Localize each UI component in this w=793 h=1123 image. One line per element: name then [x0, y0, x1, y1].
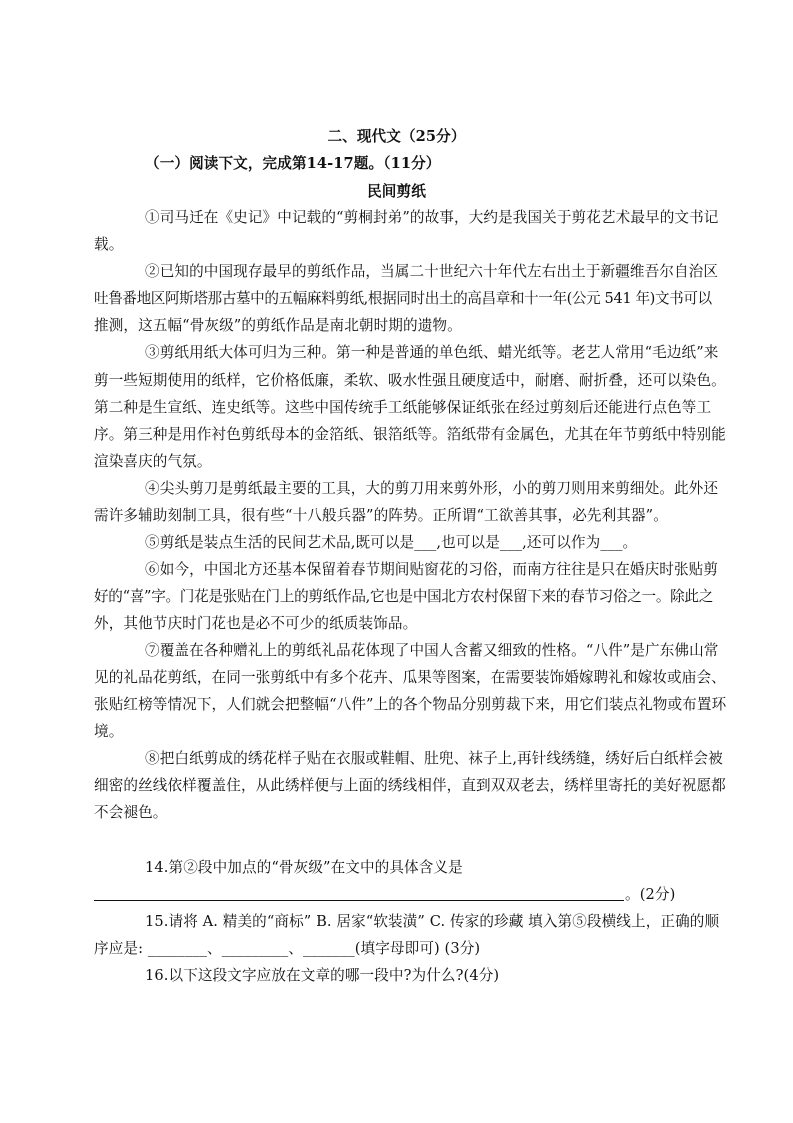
question-15-line-2: 序应是: ________、_________、_______(填字母即可) (3分): [94, 940, 481, 957]
paragraph-7-line-2: 见的礼品花剪纸，在同一张剪纸中有多个花卉、瓜果等图案，在需要装饰婚嫁聘礼和嫁妆或庙会、: [94, 669, 726, 686]
paragraph-6-line-1: ⑥如今，中国北方还基本保留着春节期间贴窗花的习俗，而南方往往是只在婚庆时张贴剪: [145, 561, 719, 578]
paragraph-6-line-2: 好的“喜”字。门花是张贴在门上的剪纸作品,它也是中国北方农村保留下来的春节习俗之一。除此之: [94, 588, 714, 605]
paragraph-6-line-3: 外，其他节庆时门花也是必不可少的纸质装饰品。: [94, 615, 418, 632]
reading-instruction: （一）阅读下文，完成第14-17题。（11分）: [145, 155, 441, 172]
paragraph-3-line-5: 渲染喜庆的气氛。: [94, 453, 212, 470]
question-15-line-1: 15.请将 A. 精美的“商标” B. 居家“软装潢” C. 传家的珍藏 填入第⑤段横线上，正确的顺: [145, 913, 720, 930]
question-14-answer-line[interactable]: [94, 900, 624, 901]
question-14-score: 。(2分): [625, 886, 676, 903]
question-14: 14.第②段中加点的“骨灰级”在文中的具体含义是: [145, 859, 463, 876]
paragraph-4-line-2: 需许多辅助刻制工具，很有些“十八般兵器”的阵势。正所谓“工欲善其事，必先利其器”。: [94, 507, 668, 524]
section-heading: 二、现代文（25分）: [327, 128, 466, 145]
paragraph-7-line-3: 张贴红榜等情况下，人们就会把整幅“八件”上的各个物品分别剪裁下来，用它们装点礼物或布置环: [94, 696, 727, 713]
paragraph-3-line-3: 第二种是生宣纸、连史纸等。这些中国传统手工纸能够保证纸张在经过剪刻后还能进行点色等工: [94, 399, 712, 416]
paragraph-8-line-2: 细密的丝线依样覆盖住，从此绣样便与上面的绣线相伴，直到双双老去，绣样里寄托的美好祝愿都: [94, 777, 726, 794]
article-title: 民间剪纸: [367, 183, 426, 200]
paragraph-1-line-2: 载。: [94, 236, 124, 253]
paragraph-4-line-1: ④尖头剪刀是剪纸最主要的工具，大的剪刀用来剪外形，小的剪刀则用来剪细处。此外还: [145, 480, 719, 497]
paragraph-7-line-1: ⑦覆盖在各种赠礼上的剪纸礼品花体现了中国人含蓄又细致的性格。“八件”是广东佛山常: [145, 642, 719, 659]
paragraph-3-line-2: 剪一些短期使用的纸样，它价格低廉，柔软、吸水性强且硬度适中，耐磨、耐折叠，还可以染色。: [94, 372, 726, 389]
paragraph-7-line-4: 境。: [94, 723, 124, 740]
paragraph-2-line-2: 吐鲁番地区阿斯塔那古墓中的五幅麻料剪纸,根据同时出土的高昌章和十一年(公元 541 年)文书可以: [94, 290, 712, 307]
paragraph-3-line-1: ③剪纸用纸大体可归为三种。第一种是普通的单色纸、蜡光纸等。老艺人常用“毛边纸”来: [145, 344, 719, 361]
paragraph-2-line-1: ②已知的中国现存最早的剪纸作品，当属二十世纪六十年代左右出土于新疆维吾尔自治区: [145, 263, 719, 280]
paragraph-1-line-1: ①司马迁在《史记》中记载的“剪桐封弟”的故事，大约是我国关于剪花艺术最早的文书记: [145, 209, 719, 226]
question-16: 16.以下这段文字应放在文章的哪一段中?为什么?(4分): [145, 967, 500, 984]
paragraph-8-line-3: 不会褪色。: [94, 804, 168, 821]
paragraph-8-line-1: ⑧把白纸剪成的绣花样子贴在衣服或鞋帽、肚兜、袜子上,再针线绣缝，绣好后白纸样会被: [145, 750, 723, 767]
paragraph-5: ⑤剪纸是装点生活的民间艺术品,既可以是___,也可以是___,还可以作为___。: [145, 534, 638, 551]
paragraph-3-line-4: 序。第三种是用作衬色剪纸母本的金箔纸、银箔纸等。箔纸带有金属色，尤其在年节剪纸中特别能: [94, 426, 726, 443]
paragraph-2-line-3: 推测，这五幅“骨灰级”的剪纸作品是南北朝时期的遗物。: [94, 317, 462, 334]
